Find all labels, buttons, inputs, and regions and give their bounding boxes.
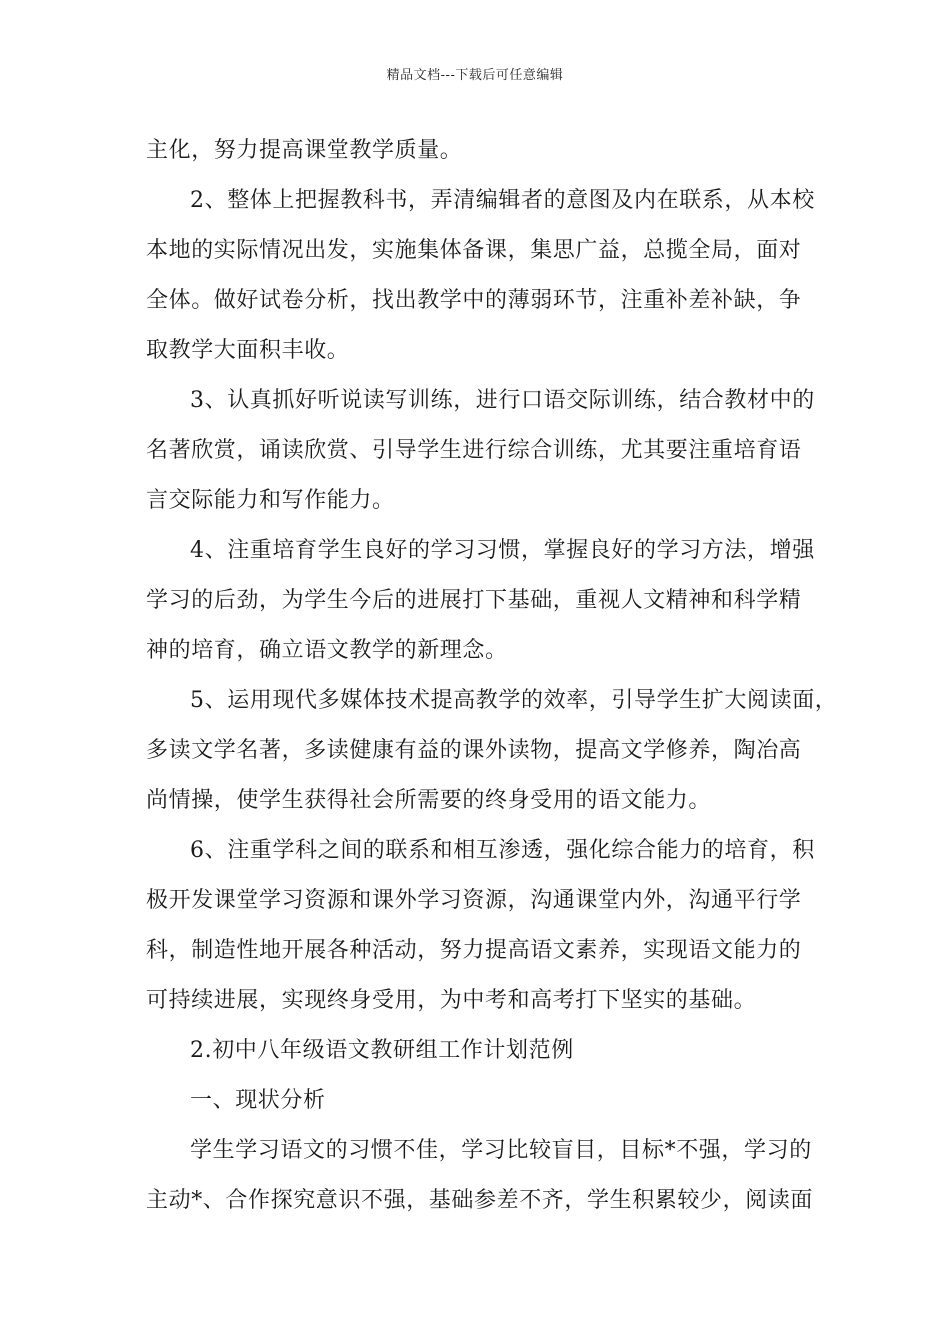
body-line: 言交际能力和写作能力。: [146, 488, 395, 513]
paragraph-first-line: 2、整体上把握教科书，弄清编辑者的意图及内在联系，从本校: [190, 188, 815, 213]
body-line: 本地的实际情况出发，实施集体备课，集思广益，总揽全局，面对: [146, 238, 802, 263]
paragraph-first-line: 学生学习语文的习惯不佳，学习比较盲目，目标*不强，学习的: [190, 1138, 812, 1163]
body-line: 学习的后劲，为学生今后的进展打下基础，重视人文精神和科学精: [146, 588, 802, 613]
document-body: [146, 126, 838, 1226]
paragraph-first-line: 4、注重培育学生良好的学习习惯，掌握良好的学习方法，增强: [190, 538, 815, 563]
page-header: 精品文档---下载后可任意编辑: [386, 68, 564, 83]
body-line: 神的培育，确立语文教学的新理念。: [146, 638, 508, 663]
paragraph-first-line: 3、认真抓好听说读写训练，进行口语交际训练，结合教材中的: [190, 388, 815, 413]
body-line: 名著欣赏，诵读欣赏、引导学生进行综合训练，尤其要注重培育语: [146, 438, 802, 463]
paragraph-first-line: 6、注重学科之间的联系和相互渗透，强化综合能力的培育，积: [190, 838, 815, 863]
body-line: 极开发课堂学习资源和课外学习资源，沟通课堂内外，沟通平行学: [146, 888, 802, 913]
body-line: 多读文学名著，多读健康有益的课外读物，提高文学修养，陶冶高: [146, 738, 802, 763]
body-line: 科，制造性地开展各种活动，努力提高语文素养，实现语文能力的: [146, 938, 802, 963]
body-line: 可持续进展，实现终身受用，为中考和高考打下坚实的基础。: [146, 988, 757, 1013]
body-line: 主动*、合作探究意识不强，基础参差不齐，学生积累较少，阅读面: [146, 1188, 814, 1213]
body-line: 全体。做好试卷分析，找出教学中的薄弱环节，注重补差补缺，争: [146, 288, 802, 313]
paragraph-first-line: 5、运用现代多媒体技术提高教学的效率，引导学生扩大阅读面，: [190, 688, 838, 713]
section-title: 2.初中八年级语文教研组工作计划范例: [190, 1038, 574, 1063]
body-line: 取教学大面积丰收。: [146, 338, 350, 363]
body-line: 尚情操，使学生获得社会所需要的终身受用的语文能力。: [146, 788, 712, 813]
section-heading: 一、现状分析: [190, 1088, 326, 1113]
body-line: 主化，努力提高课堂教学质量。: [146, 138, 463, 163]
